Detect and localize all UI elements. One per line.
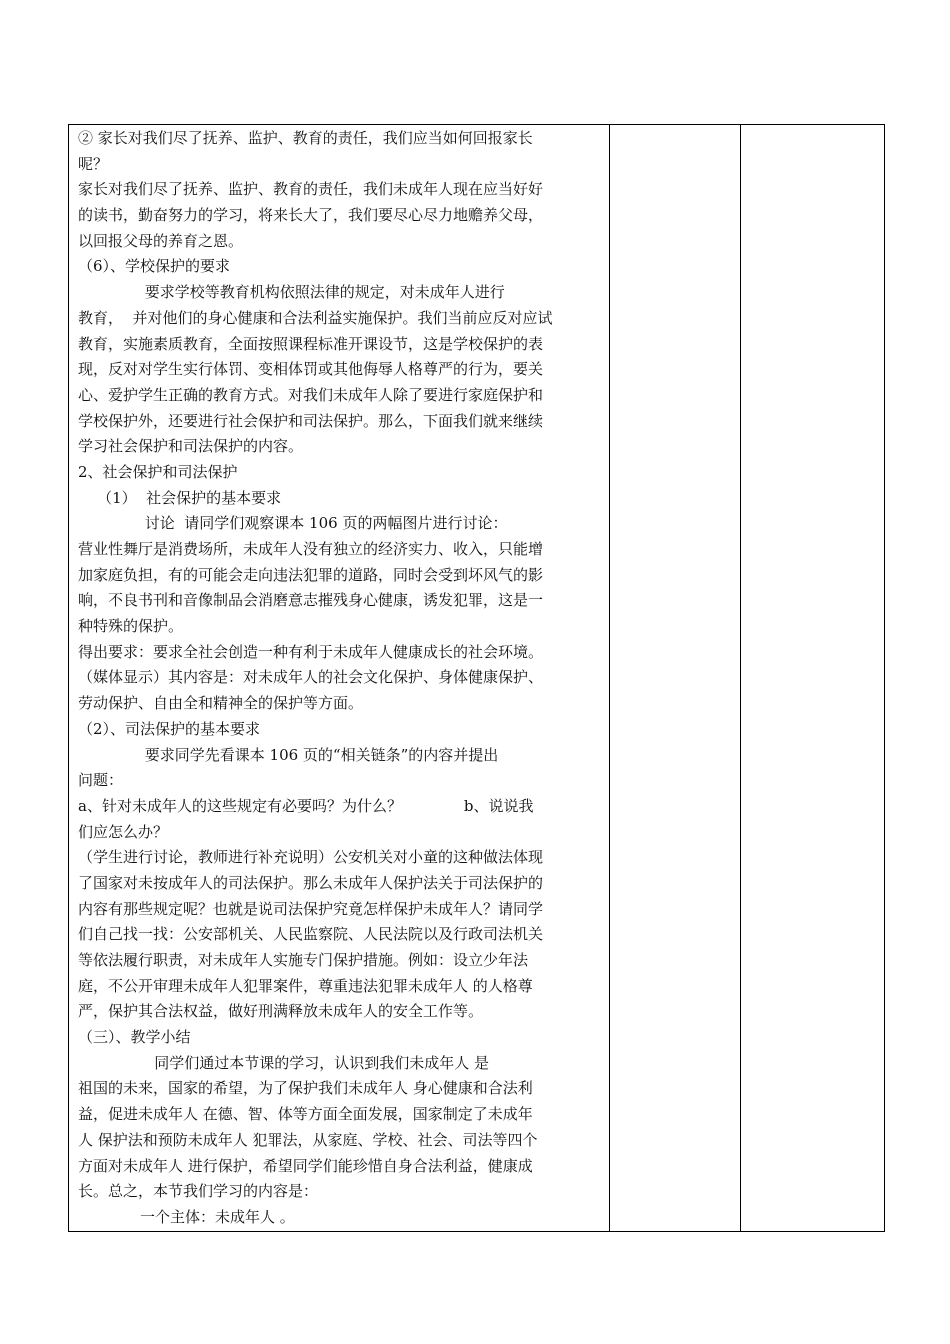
text-line: 心、爱护学生正确的教育方式。对我们未成年人除了要进行家庭保护和	[78, 385, 544, 404]
text-line: 得出要求：要求全社会创造一种有利于未成年人健康成长的社会环境。	[78, 642, 544, 661]
text-line: 种特殊的保护。	[78, 617, 184, 636]
text-line: 家长对我们尽了抚养、监护、教育的责任，我们未成年人现在应当好好	[78, 180, 544, 199]
text-line: 庭，不公开审理未成年人犯罪案件，尊重违法犯罪未成年人 的人格尊	[78, 976, 533, 995]
text-line: 营业性舞厅是消费场所，未成年人没有独立的经济实力、收入，只能增	[78, 540, 544, 558]
text-line: 现，反对对学生实行体罚、变相体罚或其他侮辱人格尊严的行为，要关	[78, 360, 544, 379]
text-line: 祖国的未来，国家的希望，为了保护我们未成年人 身心健康和合法利	[78, 1079, 533, 1098]
table-row	[69, 125, 885, 1232]
text-line: 加家庭负担，有的可能会走向违法犯罪的道路，同时会受到坏风气的影	[78, 565, 544, 584]
text-line: （三）、教学小结	[78, 1028, 191, 1047]
lesson-plan-table	[68, 124, 885, 1232]
text-line: （学生进行讨论，教师进行补充说明）公安机关对小童的这种做法体现	[78, 848, 544, 867]
text-line: 以回报父母的养育之恩。	[78, 231, 244, 250]
text-line: 们自己找一找：公安部机关、人民监察院、人民法院以及行政司法机关	[78, 925, 544, 944]
text-line: 教育， 并对他们的身心健康和合法利益实施保护。我们当前应反对应试	[78, 308, 553, 327]
content-cell	[69, 125, 610, 1232]
text-line: 的读书，勤奋努力的学习，将来长大了，我们要尽心尽力地赡养父母，	[78, 206, 544, 225]
text-line: （媒体显示）其内容是：对未成年人的社会文化保护、身体健康保护、	[78, 668, 544, 687]
text-line: 了国家对未按成年人的司法保护。那么未成年人保护法关于司法保护的	[78, 873, 544, 892]
empty-cell-2	[610, 125, 741, 1232]
text-line: 人 保护法和预防未成年人 犯罪法，从家庭、学校、社会、司法等四个	[78, 1130, 538, 1149]
text-line: 学习社会保护和司法保护的内容。	[78, 437, 304, 456]
text-line: 教育，实施素质教育，全面按照课程标准开课设节，这是学校保护的表	[78, 334, 544, 353]
text-line: 学校保护外，还要进行社会保护和司法保护。那么，下面我们就来继续	[78, 411, 544, 430]
text-line: 响，不良书刊和音像制品会消磨意志摧残身心健康，诱发犯罪，这是一	[78, 591, 544, 610]
text-line: a、针对未成年人的这些规定有必要吗？为什么？ b、说说我	[78, 796, 534, 815]
text-line: 严，保护其合法权益，做好刑满释放未成年人的安全工作等。	[78, 1002, 484, 1021]
empty-cell-3	[741, 125, 885, 1232]
text-line: 讨论 请同学们观察课本 106 页的两幅图片进行讨论：	[78, 514, 508, 533]
text-line: 要求同学先看课本 106 页的“相关链条”的内容并提出	[78, 745, 499, 764]
text-line: 一个主体：未成年人 。	[78, 1207, 295, 1226]
content-text-block	[69, 125, 609, 1231]
text-line: 方面对未成年人 进行保护，希望同学们能珍惜自身合法利益，健康成	[78, 1156, 533, 1175]
text-line: 等依法履行职责，对未成年人实施专门保护措施。例如：设立少年法	[78, 951, 529, 969]
text-line: （1） 社会保护的基本要求	[78, 488, 282, 507]
text-line: ② 家长对我们尽了抚养、监护、教育的责任，我们应当如何回报家长	[78, 129, 533, 147]
text-line: 劳动保护、自由全和精神全的保护等方面。	[78, 694, 364, 713]
text-line: 长。总之，本节我们学习的内容是：	[78, 1182, 319, 1201]
text-line: 同学们通过本节课的学习，认识到我们未成年人 是	[78, 1053, 490, 1072]
text-line: 呢？	[78, 154, 109, 173]
text-line: （6）、学校保护的要求	[78, 257, 231, 276]
text-line: 内容有那些规定呢？也就是说司法保护究竟怎样保护未成年人？请同学	[78, 899, 544, 918]
text-line: 要求学校等教育机构依照法律的规定，对未成年人进行	[78, 283, 505, 302]
text-line: 们应怎么办？	[78, 822, 169, 841]
text-line: 益，促进未成年人 在德、智、体等方面全面发展，国家制定了未成年	[78, 1105, 533, 1124]
text-line: 问题：	[78, 771, 124, 790]
text-line: 2、社会保护和司法保护	[78, 462, 238, 481]
text-line: （2）、司法保护的基本要求	[78, 719, 261, 738]
